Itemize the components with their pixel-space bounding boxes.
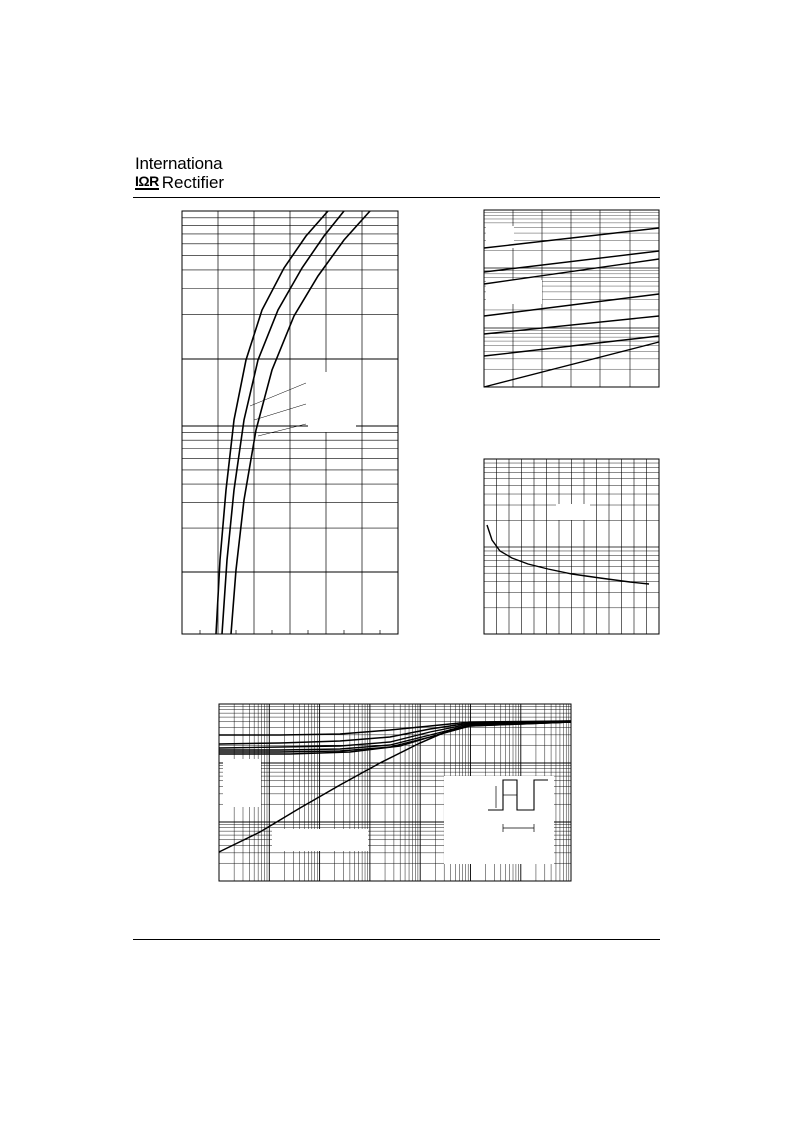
decay-chart-middle-right [484, 459, 659, 634]
legend-area [223, 759, 261, 807]
family-chart-top-right [484, 210, 659, 387]
brand-name-line1: Internationa [135, 154, 223, 173]
ior-logo-mark: IΩR [135, 173, 159, 189]
label-whitespace [272, 829, 368, 851]
data-curve-6 [219, 722, 571, 754]
label-whitespace [486, 280, 542, 304]
legend-leader-line [250, 383, 306, 406]
data-line-3 [484, 259, 659, 284]
data-line-5 [484, 316, 659, 334]
data-curve [487, 525, 649, 584]
transient-thermal-chart [219, 704, 571, 881]
brand-name-line2: Rectifier [161, 173, 225, 192]
inset-area [444, 776, 554, 864]
label-whitespace [556, 504, 590, 520]
data-line-7 [484, 342, 659, 387]
data-line-6 [484, 336, 659, 356]
data-line-2 [484, 251, 659, 272]
transfer-characteristics-chart [182, 211, 398, 634]
legend-area [308, 372, 356, 432]
